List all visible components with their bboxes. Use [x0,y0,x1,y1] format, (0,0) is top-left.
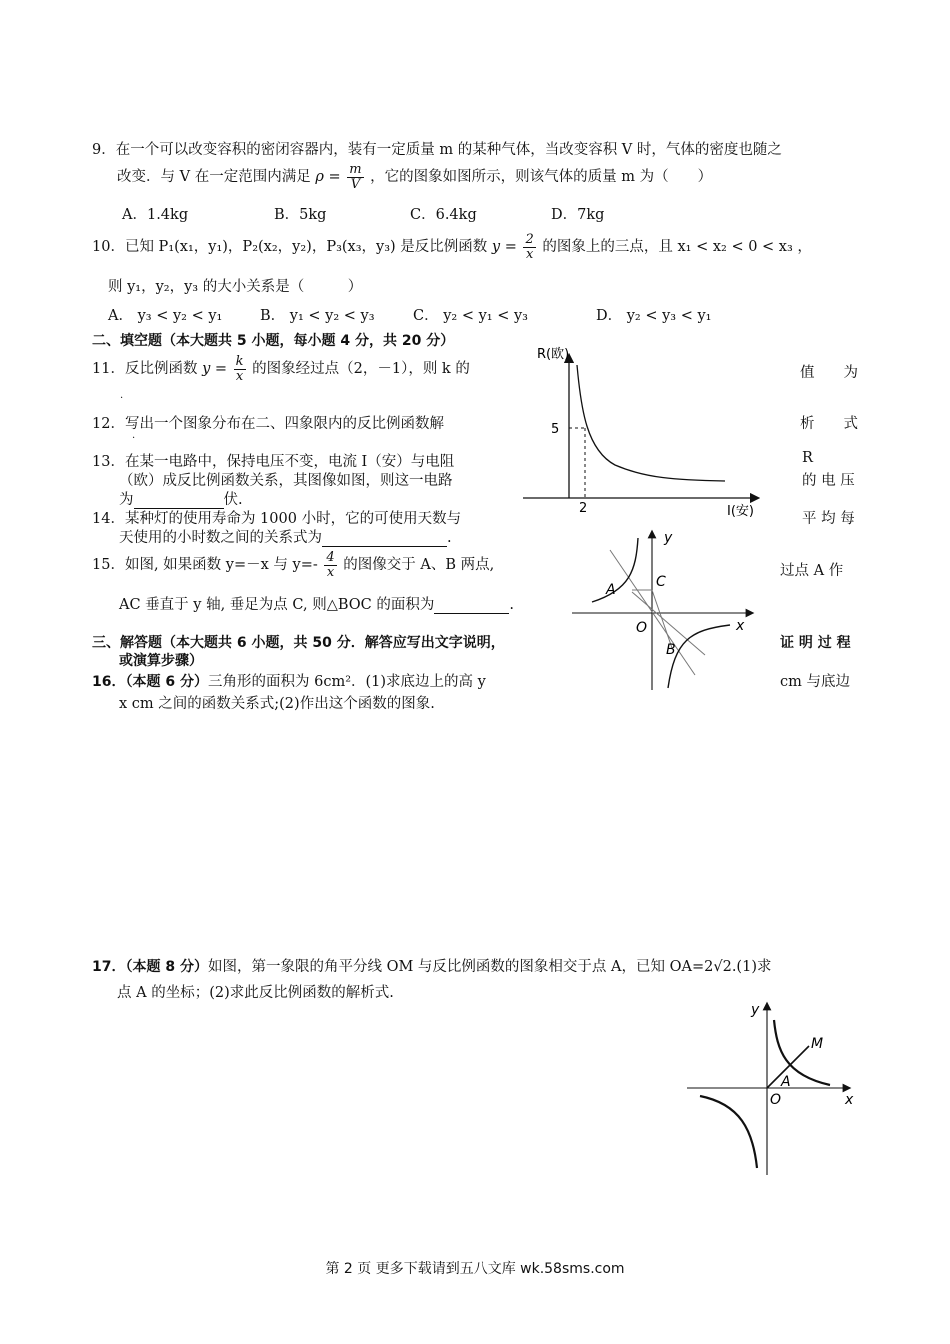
q15-curve-right [668,625,730,688]
q16-right: cm 与底边 [780,674,850,690]
q15-line2-text: AC 垂直于 y 轴, 垂足为点 C, 则△BOC 的面积为 [119,597,435,613]
graph-q17 [685,1000,865,1185]
q15-label-o: O [636,620,648,636]
q12-right: 析 式 [800,416,858,432]
q17-label-x: x [845,1092,854,1108]
q15-label-a: A [606,582,616,598]
q10-option-d: D． y₂ < y₃ < y₁ [596,308,712,324]
q12-line: 12．写出一个图象分布在二、四象限内的反比例函数解 [92,416,444,432]
q15-frac-den: x [326,564,335,580]
q11-fraction [234,355,246,383]
q11-text-a: 11．反比例函数 [92,361,198,378]
q11-text-b: 的图象经过点（2，－1），则 k 的 [252,361,470,378]
section2-title: 二、填空题（本大题共 5 小题，每小题 4 分，共 20 分） [92,333,455,349]
graph-ri [515,340,775,525]
q10-option-b: B． y₁ < y₂ < y₃ [260,308,375,324]
section3-right: 证 明 过 程 [780,635,851,651]
q15-end: . [509,597,514,613]
q15-label-b: B [666,642,676,658]
q10-line2: 则 y₁，y₂，y₃ 的大小关系是（ ） [108,279,363,295]
q9-option-c: C．6.4kg [410,207,477,223]
q15-label-y: y [664,530,673,546]
q9-option-a: A．1.4kg [122,207,189,223]
q17-label-o: O [770,1092,782,1108]
ri-x-label: I(安) [727,504,754,519]
q16-label: 16．（本题 6 分） [92,674,208,690]
q9-rho: ρ = [315,169,341,186]
q14-right: 平 均 每 [802,511,855,527]
q17-label: 17．（本题 8 分） [92,959,208,975]
q12-dot: . [132,430,136,441]
q14-end: . [447,530,452,546]
q15-line1 [92,551,494,579]
q17-line2: 点 A 的坐标；(2)求此反比例函数的解析式. [117,985,394,1001]
q17-line1-text: 如图，第一象限的角平分线 OM 与反比例函数的图象相交于点 A，已知 OA=2 [207,959,714,975]
q10-frac-num: 2 [525,232,534,247]
q9-fraction [347,163,363,191]
q13-line1: 13．在某一电路中，保持电压不变，电流 I（安）与电阻 [92,454,455,470]
q15-label-x: x [736,618,745,634]
q11-y-eq: y = [202,361,228,378]
q16-line2: x cm 之间的函数关系式;(2)作出这个函数的图象. [119,696,435,712]
ri-tick-x: 2 [579,501,588,516]
q17-line1 [92,955,771,976]
q9-line2-b: ，它的图象如图所示，则该气体的质量 m 为（ ） [370,169,713,186]
q14-line1: 14．某种灯的使用寿命为 1000 小时，它的可使用天数与 [92,511,462,527]
q14-line2 [119,526,452,547]
graph-q15 [570,530,760,695]
q15-right: 过点 A 作 [780,563,844,579]
q11-dot: . [120,390,124,401]
q14-line2-text: 天使用的小时数之间的关系式为 [119,530,322,546]
q17-label-m: M [811,1036,824,1052]
q15-line-bc [652,590,672,648]
q15-line2 [119,593,514,614]
ri-tick-y: 5 [551,422,560,437]
q17-line1-end: .(1)求 [731,959,772,975]
q11-frac-den: x [235,368,244,384]
section3-title2: 或演算步骤） [119,653,203,669]
q10-frac-den: x [525,246,534,262]
q11-frac-num: k [235,354,244,369]
q13-line3-a: 为 [119,492,134,508]
q9-option-d: D．7kg [551,207,605,223]
q13-line3-b: 伏. [223,492,243,508]
q15-fraction [324,551,336,579]
q9-line2 [117,163,712,191]
q9-frac-num: m [349,162,362,177]
q11-right: 值 为 [800,365,858,381]
q10-line1-b: 的图象上的三点，且 x₁ < x₂ < 0 < x₃ ， [542,239,812,256]
q15-answer-blank[interactable] [434,599,509,614]
q9-option-b: B．5kg [274,207,327,223]
q10-y-eq: y = [491,239,517,256]
q9-line2-a: 改变．与 V 在一定范围内满足 [117,169,311,186]
ri-curve [577,365,725,481]
q17-label-y: y [751,1002,760,1018]
q10-line1 [92,233,812,261]
q10-line1-a: 10．已知 P₁(x₁，y₁)，P₂(x₂，y₂)，P₃(x₃，y₃) 是反比例函数 [92,239,488,256]
section3-title1: 三、解答题（本大题共 6 小题，共 50 分．解答应写出文字说明， [92,635,505,651]
q13-line2: （欧）成反比例函数关系，其图像如图，则这一电路 [119,473,453,489]
q13-right1: R [802,450,813,466]
q10-option-c: C． y₂ < y₁ < y₃ [413,308,528,324]
q13-line3 [119,488,243,509]
page-footer: 第 2 页 更多下载请到五八文库 wk.58sms.com [325,1261,625,1277]
q9-line1: 9．在一个可以改变容积的密闭容器内，装有一定质量 m 的某种气体，当改变容积 V 时，气体的密度也随之 [92,142,782,158]
q10-option-a: A． y₃ < y₂ < y₁ [108,308,223,324]
q11-line [92,355,470,383]
q15-line1-a: 15．如图, 如果函数 y=－x 与 y=- [92,557,318,574]
ri-y-label: R(欧) [537,347,570,362]
q16-line1-text: 三角形的面积为 6cm²．(1)求底边上的高 y [207,674,486,690]
q17-curve-q3 [700,1096,757,1168]
q15-frac-num: 4 [326,550,335,565]
q17-label-a: A [781,1074,791,1090]
q16-line1 [92,670,486,691]
q15-line1-b: 的图像交于 A、B 两点, [343,557,495,574]
q15-label-c: C [656,574,666,590]
q17-sqrt: √2 [713,959,732,975]
q14-answer-blank[interactable] [322,532,447,547]
q13-right2: 的 电 压 [802,473,855,489]
q9-frac-den: V [350,176,361,192]
q10-fraction [523,233,535,261]
